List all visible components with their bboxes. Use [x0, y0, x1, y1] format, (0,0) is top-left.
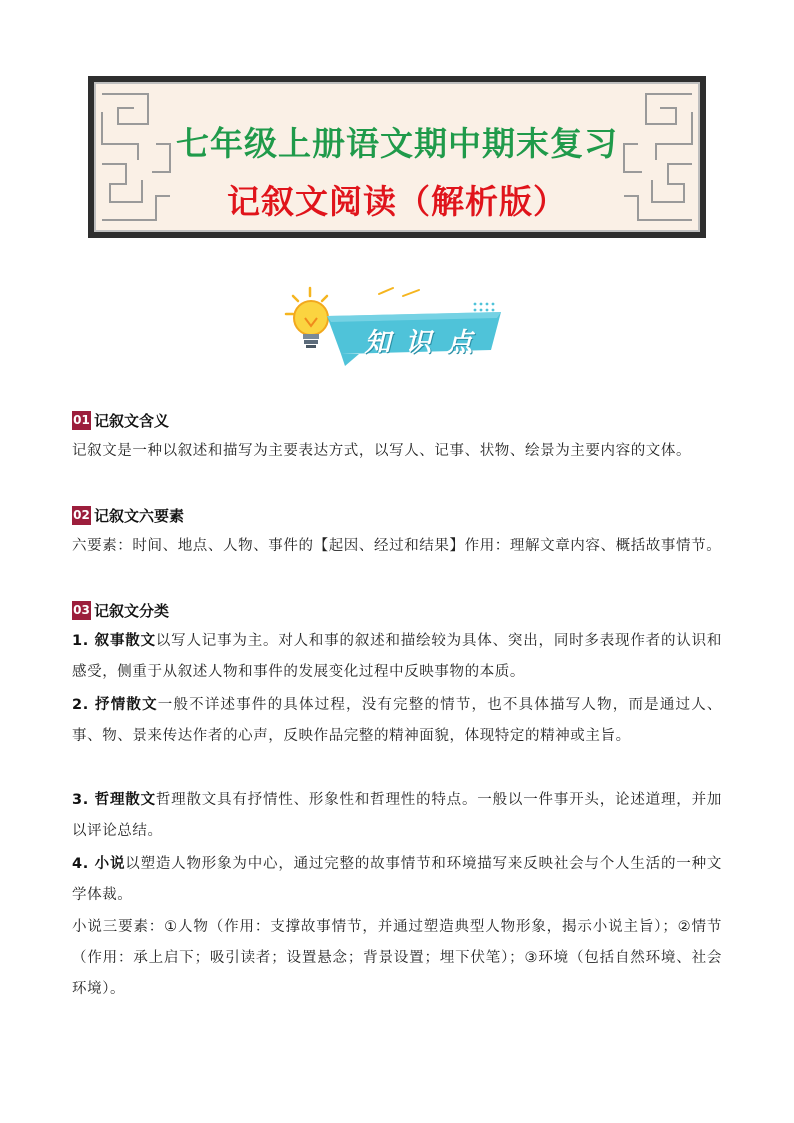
- section-01-heading: [72, 410, 169, 430]
- novel-elements-paragraph: 小说三要素：①人物（作用：支撑故事情节，并通过塑造典型人物形象，揭示小说主旨）；②情节（作用：承上启下；吸引读者；设置悬念；背景设置；埋下伏笔）；③环境（包括自然环境、社会环境）。: [72, 919, 722, 997]
- title-banner: [88, 76, 706, 238]
- section-03-heading: [72, 600, 169, 620]
- title-line-2: 记叙文阅读（解析版）: [227, 182, 567, 221]
- section-number-tag: 02: [72, 506, 91, 525]
- section-02-heading: [72, 505, 184, 525]
- section-number-tag: 01: [72, 411, 91, 430]
- section-01-body: 记叙文是一种以叙述和描写为主要表达方式，以写人、记事、状物、绘景为主要内容的文体。: [72, 443, 692, 459]
- title-banner-inner: [94, 82, 700, 232]
- section-02-body: 六要素：时间、地点、人物、事件的【起因、经过和结果】作用：理解文章内容、概括故事情节。: [72, 538, 722, 554]
- section-title: 记叙文六要素: [94, 506, 185, 525]
- type-3-paragraph: [72, 785, 722, 847]
- type-3-label: 3. 哲理散文: [72, 792, 156, 808]
- type-1-label: 1. 叙事散文: [72, 633, 156, 649]
- type-1-paragraph: [72, 626, 722, 688]
- title-line-1: 七年级上册语文期中期末复习: [176, 124, 618, 163]
- section-title: 记叙文含义: [94, 411, 170, 430]
- type-2-text: 一般不详述事件的具体过程，没有完整的情节，也不具体描写人物，而是通过人、事、物、景来传达作者的心声，反映作品完整的精神面貌，体现特定的精神或主旨。: [72, 697, 722, 744]
- knowledge-badge: [283, 282, 513, 372]
- type-2-paragraph: [72, 690, 722, 752]
- lightbulb-icon: [294, 301, 328, 348]
- section-title: 记叙文分类: [94, 601, 170, 620]
- type-4-paragraph: [72, 849, 722, 911]
- type-4-label: 4. 小说: [72, 856, 126, 872]
- type-3-text: 哲理散文具有抒情性、形象性和哲理性的特点。一般以一件事开头，论述道理，并加以评论总结。: [72, 792, 722, 839]
- badge-label: 知 识 点: [364, 328, 476, 358]
- type-4-text: 以塑造人物形象为中心，通过完整的故事情节和环境描写来反映社会与个人生活的一种文学体裁。: [72, 856, 722, 903]
- section-number-tag: 03: [72, 601, 91, 620]
- type-1-text: 以写人记事为主。对人和事的叙述和描绘较为具体、突出，同时多表现作者的认识和感受，侧重于从叙述人物和事件的发展变化过程中反映事物的本质。: [72, 633, 722, 680]
- type-2-label: 2. 抒情散文: [72, 697, 158, 713]
